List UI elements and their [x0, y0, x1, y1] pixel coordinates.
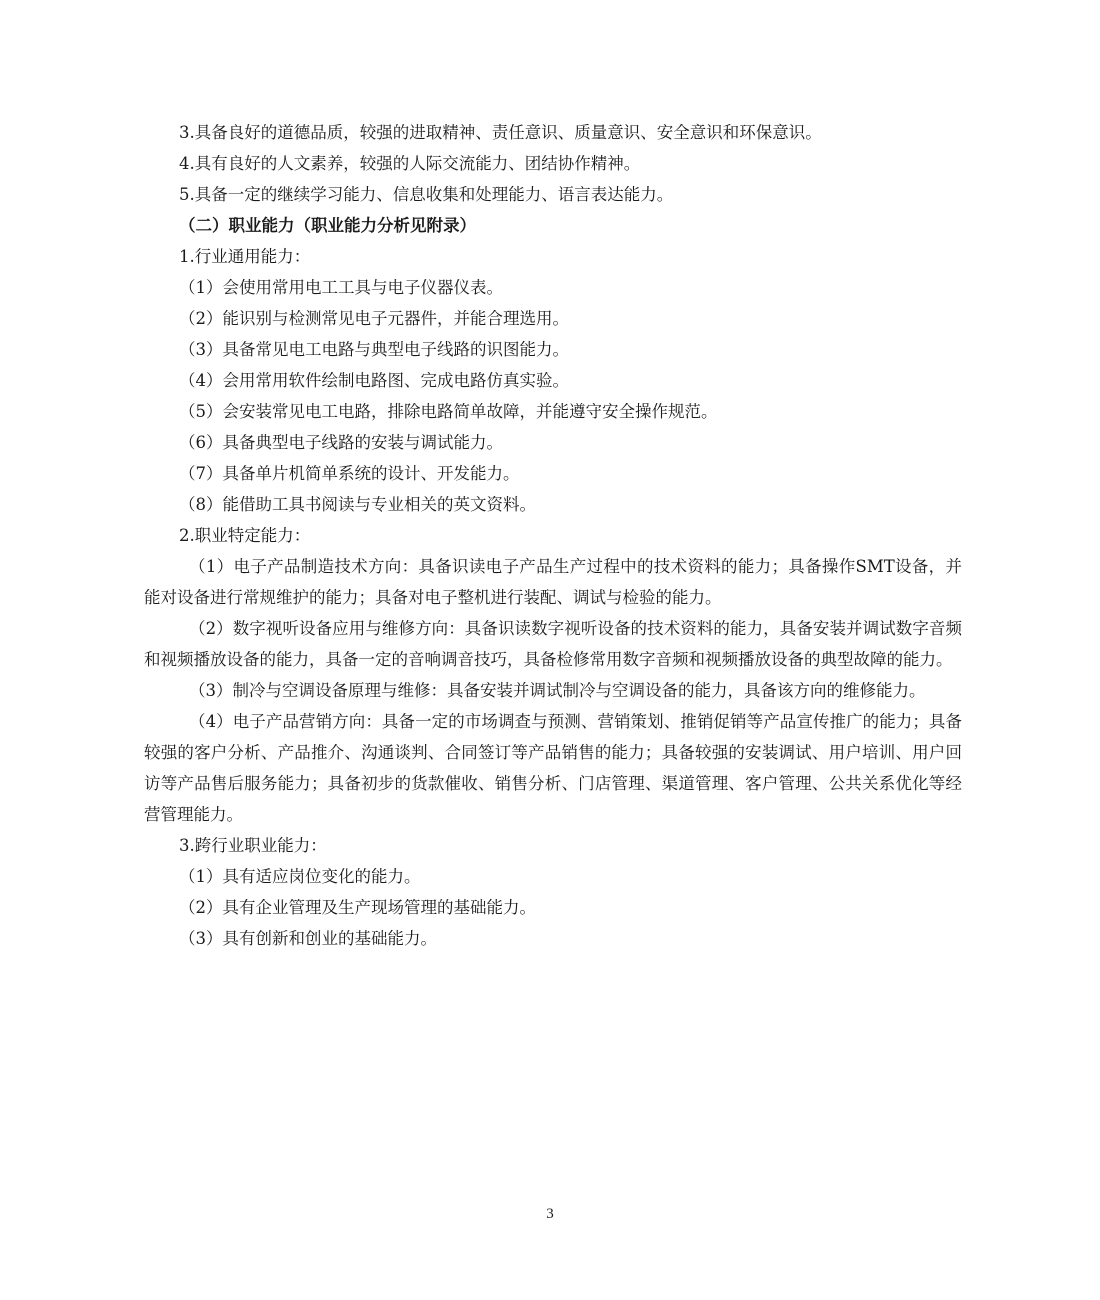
- general-item-5: 5.具备一定的继续学习能力、信息收集和处理能力、语言表达能力。: [179, 185, 674, 204]
- common-ability-item: （8）能借助工具书阅读与专业相关的英文资料。: [179, 495, 536, 514]
- general-item-4: 4.具有良好的人文素养，较强的人际交流能力、团结协作精神。: [179, 154, 641, 173]
- page-number: 3: [546, 1206, 554, 1222]
- cross-industry-title: 3.跨行业职业能力：: [179, 836, 327, 855]
- common-ability-item: （2）能识别与检测常见电子元器件，并能合理选用。: [179, 309, 569, 328]
- specific-ability-paragraph: （3）制冷与空调设备原理与维修：具备安装并调试制冷与空调设备的能力，具备该方向的维修能力。: [189, 681, 926, 700]
- specific-ability-paragraph: （1）电子产品制造技术方向：具备识读电子产品生产过程中的技术资料的能力；具备操作SMT设备，并能对设备进行常规维护的能力；具备对电子整机进行装配、调试与检验的能力。: [144, 557, 962, 607]
- common-ability-item: （1）会使用常用电工工具与电子仪器仪表。: [179, 278, 503, 297]
- common-ability-item: （4）会用常用软件绘制电路图、完成电路仿真实验。: [179, 371, 569, 390]
- specific-abilities-title: 2.职业特定能力：: [179, 526, 311, 545]
- document-body: [144, 117, 962, 954]
- common-ability-item: （5）会安装常见电工电路，排除电路简单故障，并能遵守安全操作规范。: [179, 402, 718, 421]
- cross-industry-item: （1）具有适应岗位变化的能力。: [179, 867, 421, 886]
- specific-ability-paragraph: （2）数字视听设备应用与维修方向：具备识读数字视听设备的技术资料的能力，具备安装并调试数字音频和视频播放设备的能力，具备一定的音响调音技巧，具备检修常用数字音频和视频播放设备的典型故障的能力。: [144, 619, 962, 669]
- common-ability-item: （7）具备单片机简单系统的设计、开发能力。: [179, 464, 520, 483]
- common-ability-item: （6）具备典型电子线路的安装与调试能力。: [179, 433, 503, 452]
- cross-industry-item: （3）具有创新和创业的基础能力。: [179, 929, 437, 948]
- section-heading: （二）职业能力（职业能力分析见附录）: [179, 216, 476, 235]
- specific-ability-paragraph: （4）电子产品营销方向：具备一定的市场调查与预测、营销策划、推销促销等产品宣传推广的能力；具备较强的客户分析、产品推介、沟通谈判、合同签订等产品销售的能力；具备较强的安装调试、用户培训、用户回访等产品售后服务能力；具备初步的货款催收、销售分析、门店管理、渠道管理、客户管理、公共关系优化等经营管理能力。: [144, 712, 962, 824]
- common-abilities-title: 1.行业通用能力：: [179, 247, 311, 266]
- general-item-3: 3.具备良好的道德品质，较强的进取精神、责任意识、质量意识、安全意识和环保意识。: [179, 123, 822, 142]
- cross-industry-item: （2）具有企业管理及生产现场管理的基础能力。: [179, 898, 536, 917]
- common-ability-item: （3）具备常见电工电路与典型电子线路的识图能力。: [179, 340, 569, 359]
